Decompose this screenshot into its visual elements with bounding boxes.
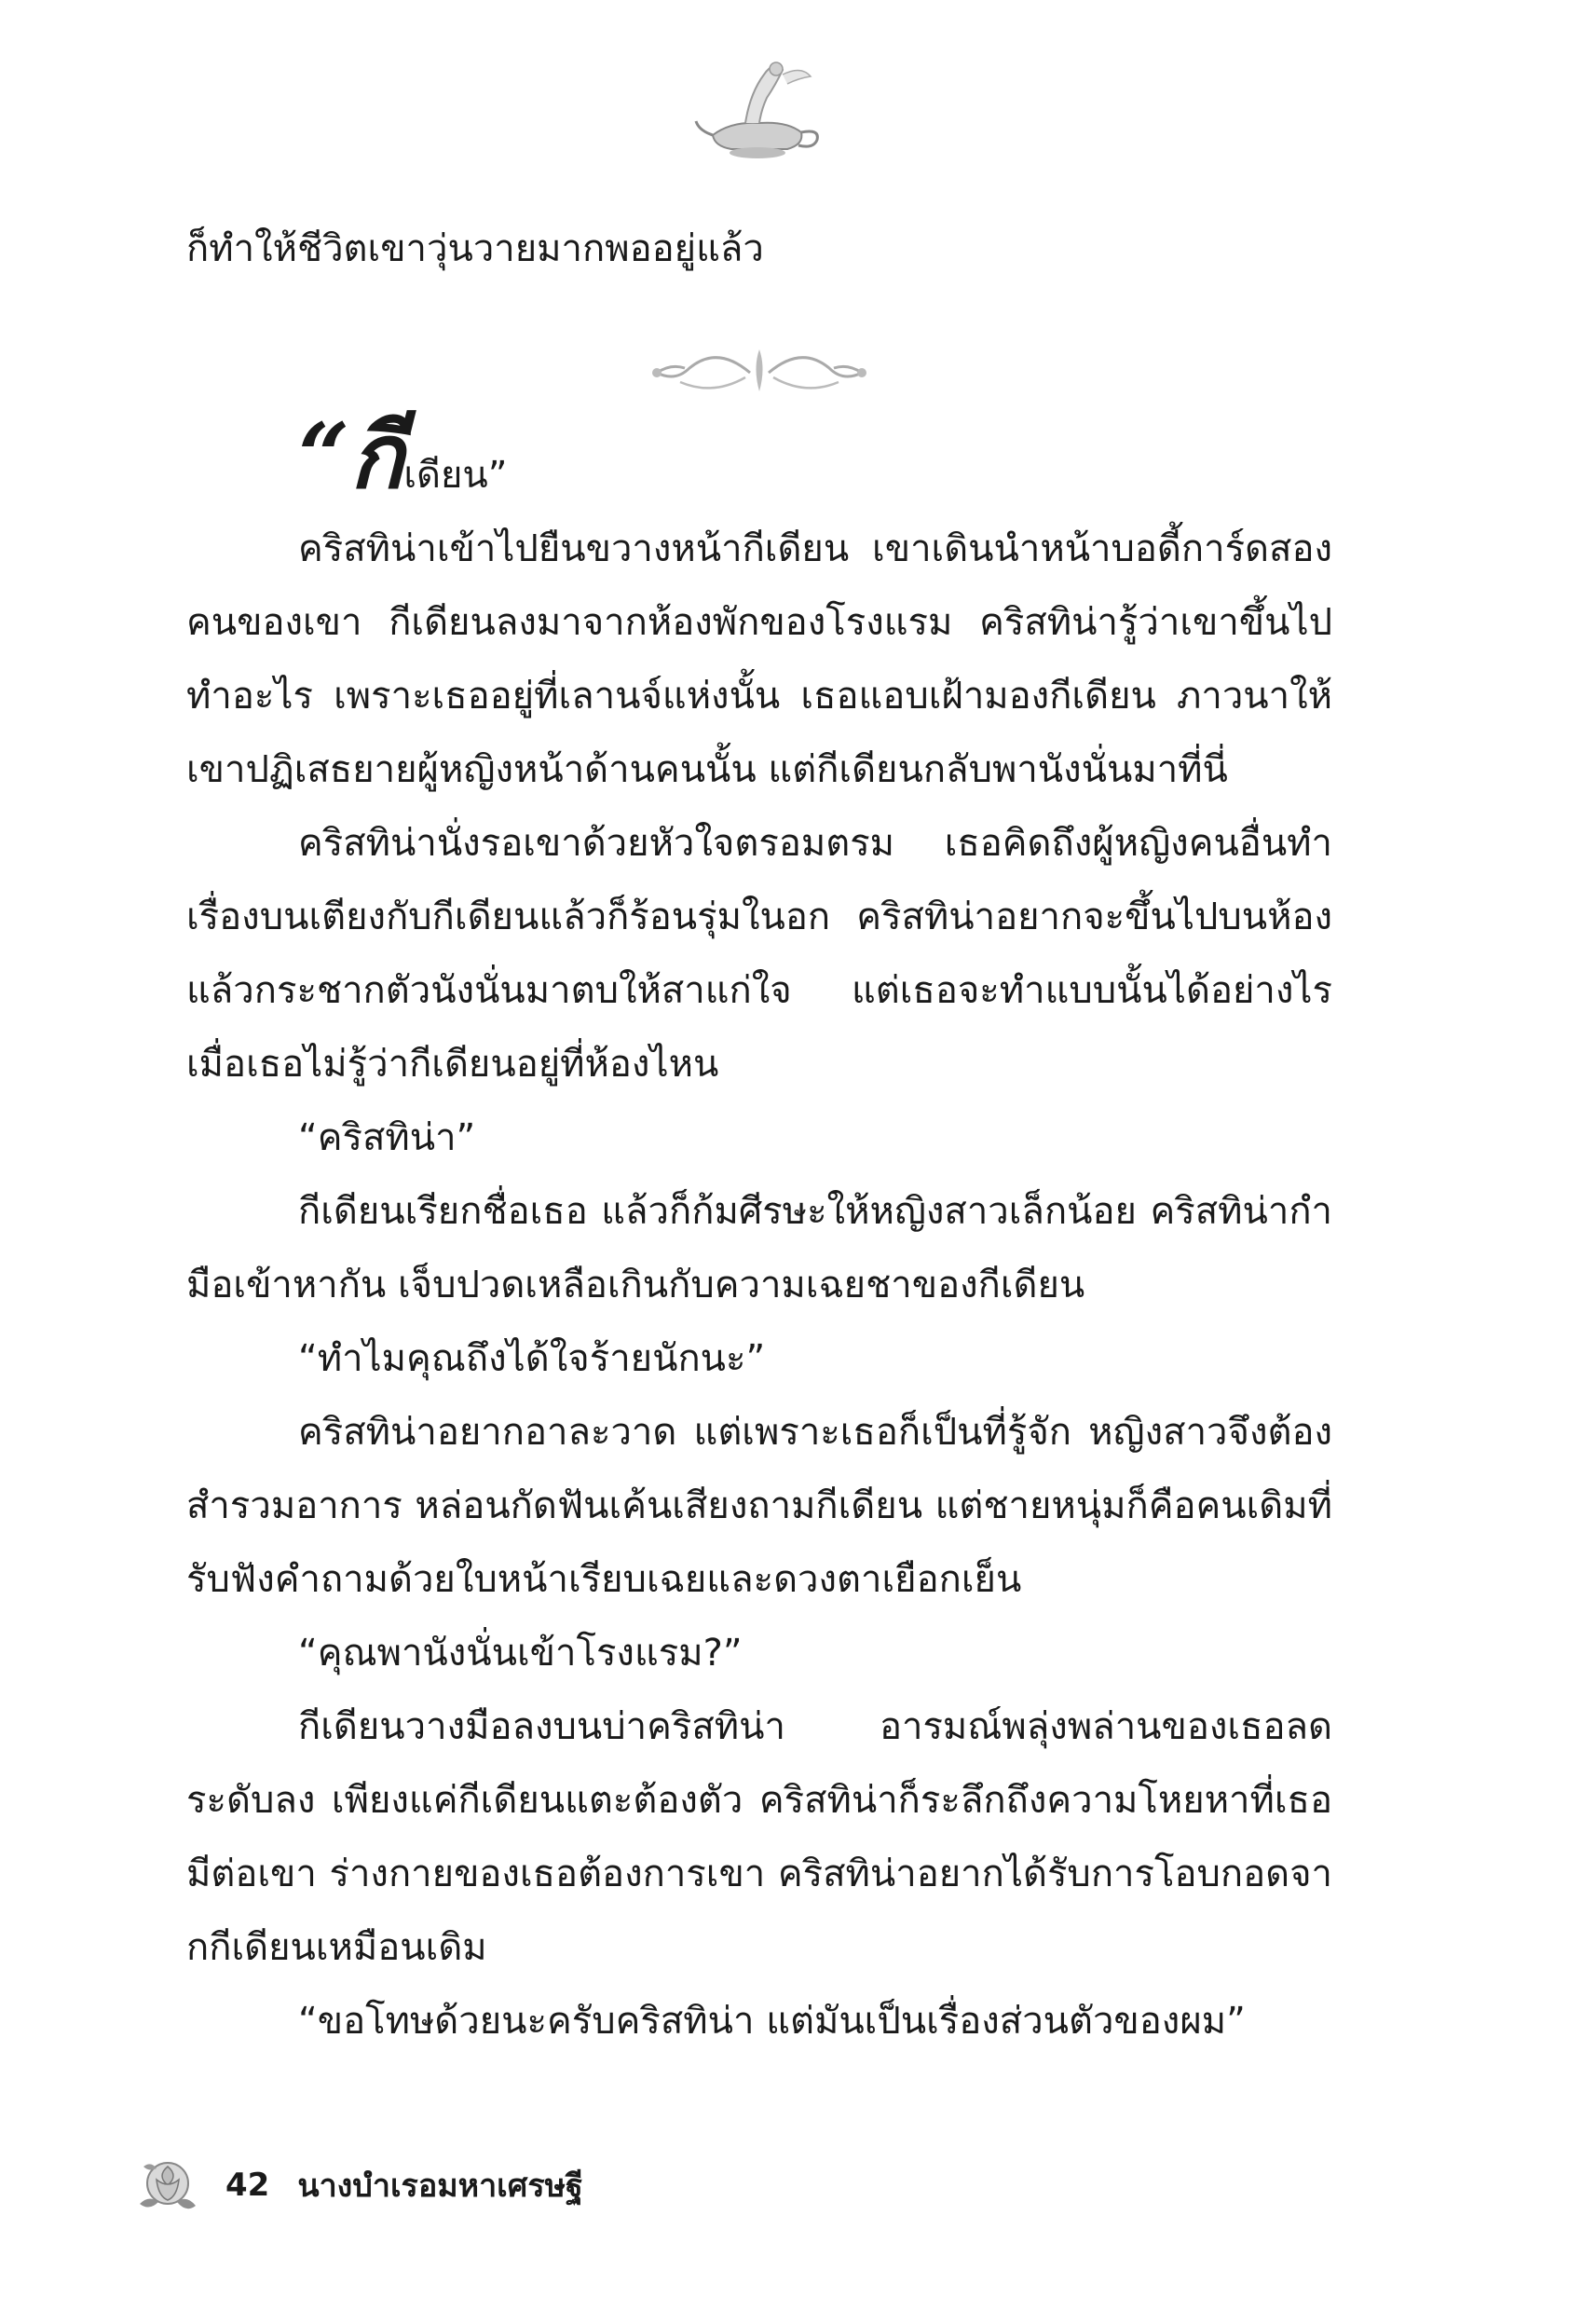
drop-cap-rest: เดียน” [403,454,508,497]
paragraph: “ทำไมคุณถึงได้ใจร้ายนักนะ” [298,1337,766,1380]
paragraph: กีเดียนเรียกชื่อเธอ แล้วก็ก้มศีรษะให้หญิงสาวเล็กน้อย คริสทิน่ากำมือเข้าหากัน เจ็บปวดเหลือเกินกับความเฉยชาของกีเดียน [186,1190,1332,1306]
paragraph: “ขอโทษด้วยนะครับคริสทิน่า แต่มันเป็นเรื่องส่วนตัวของผม” [298,2000,1246,2043]
chapter-opening [298,403,508,522]
genie-lamp-icon [694,56,825,168]
drop-cap: “กี [298,403,404,509]
page-footer [130,2143,583,2227]
paragraph: คริสทิน่าเข้าไปยืนขวางหน้ากีเดียน เขาเดินนำหน้าบอดี้การ์ดสองคนของเขา กีเดียนลงมาจากห้องพักของโรงแรม คริสทิน่ารู้ว่าเขาขึ้นไปทำอะไร เพราะเธออยู่ที่เลานจ์แห่งนั้น เธอแอบเฝ้ามองกีเดียน ภาวนาให้เขาปฏิเสธยายผู้หญิงหน้าด้านคนนั้น แต่กีเดียนกลับพานังนั่นมาที่นี่ [186,527,1332,791]
body-text [186,513,1332,2058]
book-title: นางบำเรอมหาเศรษฐี [297,2167,583,2205]
paragraph: คริสทิน่าอยากอาละวาด แต่เพราะเธอก็เป็นที่รู้จัก หญิงสาวจึงต้องสำรวมอาการ หล่อนกัดฟันเค้นเสียงถามกีเดียน แต่ชายหนุ่มก็คือคนเดิมที่รับฟังคำถามด้วยใบหน้าเรียบเฉยและดวงตาเยือกเย็น [186,1411,1332,1601]
lead-line: ก็ทำให้ชีวิตเขาวุ่นวายมากพออยู่แล้ว [186,227,764,270]
rose-icon [130,2148,205,2222]
paragraph: “คุณพานังนั่นเข้าโรงแรม?” [298,1632,743,1675]
paragraph: กีเดียนวางมือลงบนบ่าคริสทิน่า อารมณ์พลุ่งพล่านของเธอลดระดับลง เพียงแค่กีเดียนแตะต้องตัว คริสทิน่าก็ระลึกถึงความโหยหาที่เธอมีต่อเขา ร่างกายของเธอต้องการเขา คริสทิน่าอยากได้รับการโอบกอดจากกีเดียนเหมือนเดิม [186,1705,1332,1969]
paragraph: “คริสทิน่า” [298,1116,476,1159]
flourish-divider-icon [643,340,876,405]
paragraph: คริสทิน่านั่งรอเขาด้วยหัวใจตรอมตรม เธอคิดถึงผู้หญิงคนอื่นทำเรื่องบนเตียงกับกีเดียนแล้วก็ร้อนรุ่มในอก คริสทิน่าอยากจะขึ้นไปบนห้อง แล้วกระชากตัวนังนั่นมาตบให้สาแก่ใจ แต่เธอจะทำแบบนั้นได้อย่างไร เมื่อเธอไม่รู้ว่ากีเดียนอยู่ที่ห้องไหน [186,822,1332,1086]
page-number: 42 [225,2167,270,2204]
